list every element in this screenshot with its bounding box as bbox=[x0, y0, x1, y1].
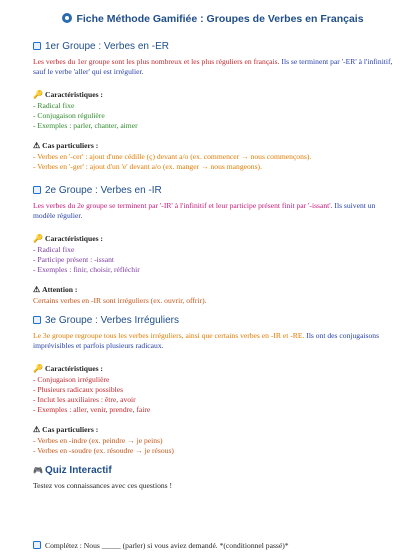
list-item: - Exemples : finir, choisir, réfléchir bbox=[33, 265, 140, 274]
section-heading-group2: 2e Groupe : Verbes en -IR bbox=[33, 184, 393, 197]
list-item: - Verbes en -soudre (ex. résoudre → je résous) bbox=[33, 446, 174, 455]
quiz-question-1: Complétez : Nous _____ (parler) si vous aviez demandé. *(conditionnel passé)* bbox=[33, 541, 289, 551]
list-item: - Conjugaison irrégulière bbox=[33, 375, 110, 384]
target-icon bbox=[62, 13, 72, 23]
page-title-text: Fiche Méthode Gamifiée : Groupes de Verbes en Français bbox=[76, 13, 364, 25]
group3-cas-title: ⚠ Cas particuliers : bbox=[33, 425, 99, 434]
list-item: - Exemples : aller, venir, prendre, faire bbox=[33, 405, 151, 414]
list-item: - Radical fixe bbox=[33, 245, 75, 254]
group3-cas-list bbox=[33, 436, 393, 456]
section-heading-group1: 1er Groupe : Verbes en -ER bbox=[33, 40, 393, 53]
group1-intro: Les verbes du 1er groupe sont les plus nombreux et les plus réguliers en français. Ils se terminent par '-ER' à l'infinitif, sauf le verbe 'aller' qui est irrégulier. bbox=[33, 57, 393, 76]
gamepad-icon: 🎮 bbox=[33, 466, 43, 475]
group3-intro: Le 3e groupe regroupe tous les verbes irréguliers, ainsi que certains verbes en -IR et -RE. Ils ont des conjugaisons imprévisibles et parfois plusieurs radicaux. bbox=[33, 331, 380, 350]
key-icon: 🔑 bbox=[33, 234, 43, 243]
page-title bbox=[33, 12, 393, 26]
group2-att-title: ⚠ Attention : bbox=[33, 285, 78, 294]
list-item: - Verbes en '-ger' : ajout d'un 'e' devant a/o (ex. manger → nous mangeons). bbox=[33, 162, 262, 171]
group2-char-list bbox=[33, 245, 393, 275]
section-heading-group3: 3e Groupe : Verbes Irréguliers bbox=[33, 314, 393, 327]
number-1-icon bbox=[33, 42, 41, 50]
list-item: - Verbes en '-cer' : ajout d'une cédille (ç) devant a/o (ex. commencer → nous commençons). bbox=[33, 152, 312, 161]
group1-char-title: 🔑 Caractéristiques : bbox=[33, 90, 103, 99]
list-item: - Plusieurs radicaux possibles bbox=[33, 385, 124, 394]
warning-icon: ⚠ bbox=[33, 285, 41, 294]
group3-char-title: 🔑 Caractéristiques : bbox=[33, 364, 103, 373]
section-heading-quiz: 🎮 Quiz Interactif bbox=[33, 465, 112, 476]
list-item: - Inclut les auxiliaires : être, avoir bbox=[33, 395, 136, 404]
group2-intro: Les verbes du 2e groupe se terminent par '-IR' à l'infinitif et leur participe présent finit par '-issant'. Ils suivent un modèle régulier. bbox=[33, 201, 376, 220]
number-2-icon bbox=[33, 186, 41, 194]
list-item: - Exemples : parler, chanter, aimer bbox=[33, 121, 138, 130]
list-item: - Conjugaison régulière bbox=[33, 111, 105, 120]
group2-char-title: 🔑 Caractéristiques : bbox=[33, 234, 103, 243]
list-item: - Radical fixe bbox=[33, 101, 75, 110]
group2-att-text: Certains verbes en -IR sont irréguliers (ex. ouvrir, offrir). bbox=[33, 296, 207, 305]
key-icon: 🔑 bbox=[33, 364, 43, 373]
group1-char-list bbox=[33, 101, 393, 131]
group3-char-list bbox=[33, 375, 393, 415]
list-item: - Verbes en -indre (ex. peindre → je peins) bbox=[33, 436, 163, 445]
quiz-intro: Testez vos connaissances avec ces questions ! bbox=[33, 481, 173, 490]
warning-icon: ⚠ bbox=[33, 141, 41, 150]
group1-cas-list bbox=[33, 152, 393, 172]
group1-cas-title: ⚠ Cas particuliers : bbox=[33, 141, 99, 150]
document-page bbox=[33, 12, 393, 491]
warning-icon: ⚠ bbox=[33, 425, 41, 434]
number-3-icon bbox=[33, 316, 41, 324]
number-1-icon bbox=[33, 541, 41, 549]
key-icon: 🔑 bbox=[33, 90, 43, 99]
list-item: - Participe présent : -issant bbox=[33, 255, 114, 264]
